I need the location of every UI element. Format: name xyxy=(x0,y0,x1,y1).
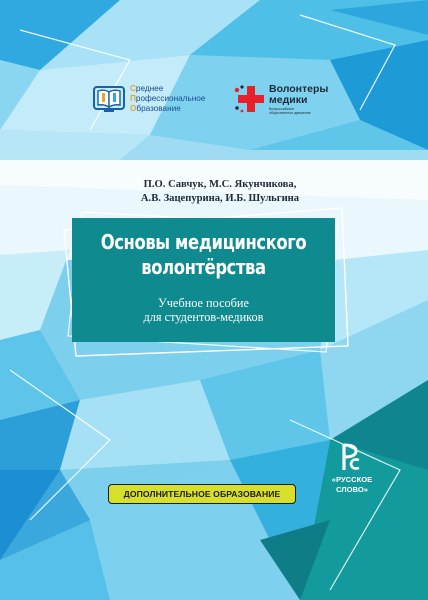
publisher-name-line: СЛОВО» xyxy=(336,484,368,494)
spo-initial: О xyxy=(130,104,137,113)
book-title xyxy=(96,230,312,280)
volunteers-subtitle-line: общественное движение xyxy=(269,111,311,116)
spo-line: реднее xyxy=(135,84,164,93)
authors-line: П.О. Савчук, М.С. Якунчикова, xyxy=(143,179,297,190)
spo-initial: П xyxy=(130,94,136,103)
volunteers-subtitle-line: Всероссийское xyxy=(269,107,295,111)
book-subtitle xyxy=(72,297,335,324)
authors-line: А.В. Зацепурина, И.Б. Шульгина xyxy=(140,193,300,204)
spo-initial: С xyxy=(130,84,136,93)
book-title-line: волонтёрства xyxy=(141,255,266,279)
publisher-name xyxy=(326,475,378,494)
spo-line: рофессиональное xyxy=(135,94,206,103)
book-subtitle-line: для студентов-медиков xyxy=(143,309,264,324)
volunteers-title-line: медики xyxy=(269,94,308,106)
spo-line: бразование xyxy=(136,104,181,113)
volunteers-title-line: Волонтеры xyxy=(269,83,329,95)
series-badge: ДОПОЛНИТЕЛЬНОЕ ОБРАЗОВАНИЕ xyxy=(108,484,296,504)
book-subtitle-line: Учебное пособие xyxy=(158,296,249,310)
title-box xyxy=(72,218,335,342)
book-title-line: Основы медицинского xyxy=(100,230,307,254)
publisher-name-line: «РУССКОЕ xyxy=(331,475,373,484)
rs-monogram-icon xyxy=(340,442,362,472)
publisher-logo xyxy=(326,442,382,508)
